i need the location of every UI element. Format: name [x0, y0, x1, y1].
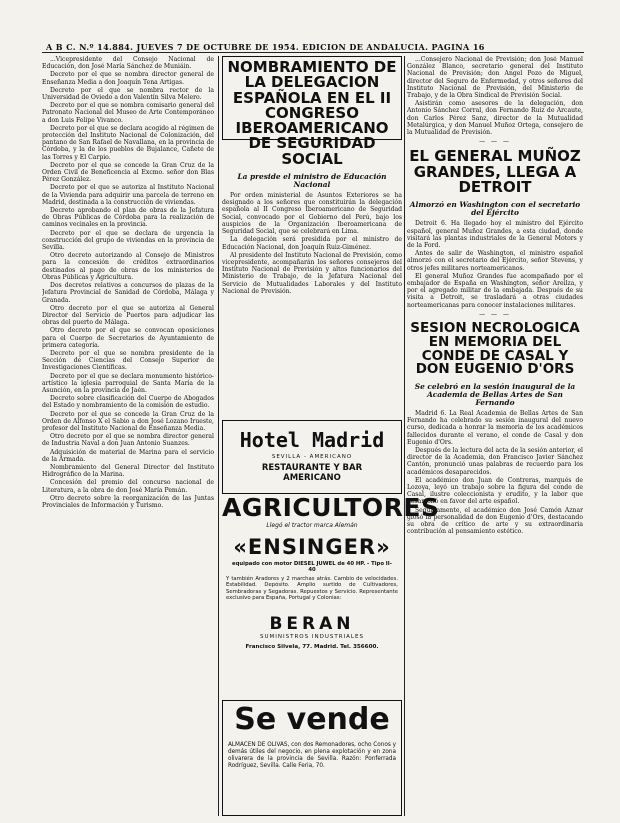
- hotel-name: Hotel Madrid: [239, 428, 385, 452]
- ensinger-sub: equipado con motor DIESEL JUWEL de 40 HP. - Tipo II-40: [232, 561, 392, 573]
- munoz-grandes-subhead: Almorzó en Washington con el secretario del Ejército: [409, 200, 581, 218]
- hotel-ad: [222, 428, 402, 483]
- section-separator-2: — — —: [479, 310, 511, 318]
- column-right: [407, 56, 583, 816]
- decree-paragraph: Otro decreto por el que se autoriza al General Director del Servicio de Puertos para adjudicar las obras del puerto de Málaga.: [42, 304, 214, 327]
- decree-paragraph: Decreto por el que se concede la Gran Cruz de la Orden Civil de Beneficencia al Excmo. señor don Blas Pérez González.: [42, 161, 214, 184]
- delegation-continued-paragraph: ...Consejero Nacional de Previsión; don José Manuel González Blanco, secretario general del Instituto Nacional de Previsión; don Angel Pozo de Miguel, director del Seguro de Enfermedad, y otros señores del Instituto Nacional de Previsión, del Ministerio de Trabajo, y de la Obra Sindical de Previsión Social.: [407, 56, 583, 100]
- column-decrees: [42, 56, 214, 816]
- section-separator: — — —: [479, 138, 511, 146]
- hotel-line2: RESTAURANTE Y BAR AMERICANO: [261, 463, 363, 483]
- decree-paragraph: Decreto aprobando el plan de obras de la Jefatura de Obras Públicas de Córdoba para la realización de caminos vecinales en la provincia.: [42, 207, 214, 229]
- decree-paragraph: Decreto por el que se declara monumento histórico-artístico la iglesia parroquial de Santa María de la Asunción, en la provincia de Jaén.: [42, 372, 214, 394]
- necrologica-paragraph: Seguidamente, el académico don José Camón Aznar glosó la personalidad de don Eugenio d'Ors, destacando su obra de crítico de arte y su extraordinaria contribución al pensamiento estético.: [407, 506, 583, 536]
- ensinger-name: «ENSINGER»: [233, 535, 391, 559]
- agri-title: AGRICULTORES: [222, 493, 440, 522]
- delegation-continued-paragraph: Asistirán como asesores de la delegación, don Antonio Sánchez Corral, don Fernando Ruiz de Arcaute, don Carlos Pérez Sanz, director de la Mutualidad Metalúrgica, y don Manuel Muñoz Ortega, consejero de la Mutualidad de Previsión.: [407, 100, 583, 137]
- beran-sub: SUMINISTROS INDUSTRIALES: [260, 633, 364, 640]
- hotel-sub: SEVILLA - AMERICANO: [271, 454, 353, 460]
- delegation-headline: NOMBRAMIENTO DE LA DELEGACION ESPAÑOLA EN EL II CONGRESO IBEROAMERICANO DE SEGURIDAD SOCIAL: [227, 58, 397, 168]
- decree-paragraph: Decreto por el que se concede la Gran Cruz de la Orden de Alfonso X el Sabio a don José Lozano Irueste, profesor del Instituto Nacional de Enseñanza Media.: [42, 410, 214, 432]
- necrologica-paragraph: Madrid 6. La Real Academia de Bellas Artes de San Fernando ha celebrado su sesión inaugural del nuevo curso, dedicada a honrar la memoria de los académicos fallecidos durante el verano, el conde de Casal y don Eugenio d'Ors.: [407, 410, 583, 446]
- column-rule-2: [404, 56, 405, 816]
- decree-paragraph: Decreto por el que se nombra presidente de la Sección de Ciencias del Consejo Superior de Investigaciones Científicas.: [42, 349, 214, 372]
- munoz-grandes-paragraph: Detroit 6. Ha llegado hoy el ministro del Ejército español, general Muñoz Grandes, a esta ciudad, donde visitará las plantas industriales de la General Motors y de la Ford.: [407, 220, 583, 249]
- necrologica-headline: SESION NECROLOGICA EN MEMORIA DEL CONDE DE CASAL Y DON EUGENIO D'ORS: [410, 319, 580, 378]
- munoz-grandes-headline: EL GENERAL MUÑOZ GRANDES, LLEGA A DETROIT: [409, 147, 581, 197]
- delegation-subhead: La preside el ministro de Educación Nacional: [237, 172, 387, 190]
- se-vende-body: ALMACEN DE OLIVAS, con dos Remonadores, ocho Conos y demás útiles del negocio, en plena explotación y en zona olivarera de la provincia de Sevilla. Razón: Ponferrada Rodríguez, Sevilla. Calle Feria, 70.: [228, 742, 396, 769]
- beran-name: BERAN: [269, 613, 355, 634]
- decree-paragraph: Otro decreto autorizando al Consejo de Ministros para la concesión de créditos extraordinarios destinados al pago de obras de los ministerios de Obras Públicas y Agricultura.: [42, 252, 214, 281]
- agri-sub: Llegó el tractor marca Alemán: [266, 522, 358, 529]
- ensinger-body: Y también Aradores y 2 marchas atrás. Cambio de velocidades. Estabilidad. Depósito. Amplio surtido de Cultivadores, Sembradoras y Segadoras. Repuestos y Servicio. Representante exclusivo para España, Portugal y Colonias:: [226, 576, 398, 602]
- se-vende-ad: [222, 704, 402, 770]
- decree-paragraph: Decreto por el que se nombra rector de la Universidad de Oviedo a don Valentín Silva Melero.: [42, 86, 214, 102]
- delegation-paragraph: Por orden ministerial de Asuntos Exteriores se ha designado a los señores que constituirán la delegación española al II Congreso Iberoamericano de Seguridad Social, convocado por el Gobierno del Perú, bajo los auspicios de la Organización Iberoamericana de Seguridad Social, que se celebrará en Lima.: [222, 192, 402, 236]
- header-rule: [42, 52, 584, 53]
- beran-address: Francisco Silvela, 77. Madrid. Tel. 356600.: [245, 643, 379, 650]
- delegation-paragraph: La delegación será presidida por el ministro de Educación Nacional, don Joaquín Ruiz-Giménez.: [222, 236, 402, 251]
- decree-paragraph: ...Vicepresidente del Consejo Nacional de Educación, don José María Sánchez de Muniáin.: [42, 56, 214, 71]
- decree-paragraph: Decreto por el que se nombra comisario general del Patronato Nacional del Museo de Arte Contemporáneo a don Luis Felipe Vivanco.: [42, 102, 214, 124]
- agricultores-ad: [222, 493, 440, 650]
- delegation-paragraph: Al presidente del Instituto Nacional de Previsión, como vicepresidente, acompañarán los señores consejeros del Instituto Nacional de Previsión y altos funcionarios del Ministerio de Trabajo, de la Jefatura Nacional del Servicio de Mutualidades Laborales y del Instituto Nacional de Previsión.: [222, 251, 402, 295]
- necrologica-paragraph: El académico don Juan de Contreras, marqués de Lozoya, leyó un trabajo sobre la figura del conde de Casal, ilustre coleccionista y erudito, y la labor que desarrolló en favor del arte español.: [407, 476, 583, 506]
- se-vende-title: Se vende: [234, 702, 390, 737]
- decree-paragraph: Adquisición de material de Marina para el servicio de la Armada.: [42, 448, 214, 463]
- decree-paragraph: Decreto por el que se declara acogido al régimen de protección del Instituto Nacional de Colonización, del pantano de San Rafael de Navallana, en la provincia de Córdoba, y la de los pueblos de Bujalance, Cañete de las Torres y El Carpio.: [42, 124, 214, 161]
- decree-paragraph: Decreto por el que se autoriza al Instituto Nacional de la Vivienda para adquirir una parcela de terreno en Madrid, destinada a la construcción de viviendas.: [42, 184, 214, 206]
- decree-paragraph: Otro decreto sobre la reorganización de las Juntas Provinciales de Información y Turismo.: [42, 494, 214, 509]
- decree-paragraph: Otro decreto por el que se nombra director general de Industria Naval a don Juan Antonio Suanzes.: [42, 433, 214, 448]
- column-rule-1: [218, 56, 219, 816]
- column-delegation-article: [222, 56, 402, 296]
- munoz-grandes-paragraph: El general Muñoz Grandes fue acompañado por el embajador de España en Washington, señor Areilza, y por el agregado militar de la embajada. Después de su visita a Detroit, se trasladará a otras ciudades norteamericanas para conocer instalaciones militares.: [407, 272, 583, 309]
- decree-paragraph: Concesión del premio del concurso nacional de Literatura, a la obra de don José María Pemán.: [42, 479, 214, 494]
- decree-paragraph: Nombramiento del General Director del Instituto Hidrográfico de la Marina.: [42, 463, 214, 479]
- necrologica-paragraph: Después de la lectura del acta de la sesión anterior, el director de la Academia, don Francisco Javier Sánchez Cantón, pronunció unas palabras de recuerdo para los académicos desaparecidos.: [407, 447, 583, 476]
- decree-paragraph: Dos decretos relativos a concursos de plazas de la Jefatura Provincial de Sanidad de Córdoba, Málaga y Granada.: [42, 282, 214, 304]
- munoz-grandes-paragraph: Antes de salir de Washington, el ministro español almorzó con el secretario del Ejército, señor Stevens, y otros jefes militares norteamericanos.: [407, 250, 583, 272]
- page-header: A B C. N.º 14.884. JUEVES 7 DE OCTUBRE DE 1954. EDICION DE ANDALUCIA. PAGINA 16: [46, 42, 485, 52]
- decree-paragraph: Decreto por el que se nombra director general de Enseñanza Media a don Joaquín Tena Artigas.: [42, 71, 214, 86]
- decree-paragraph: Decreto sobre clasificación del Cuerpo de Abogados del Estado y nombramiento de la comisión de estudio.: [42, 395, 214, 410]
- headline-box: [222, 56, 402, 140]
- necrologica-subhead: Se celebró en la sesión inaugural de la Academia de Bellas Artes de San Fernando: [414, 382, 576, 408]
- decree-paragraph: Decreto por el que se declara de urgencia la construcción del grupo de viviendas en la provincia de Sevilla.: [42, 229, 214, 252]
- decree-paragraph: Otro decreto por el que se convocan oposiciones para el Cuerpo de Secretarios de Ayuntamiento de primera categoría.: [42, 327, 214, 349]
